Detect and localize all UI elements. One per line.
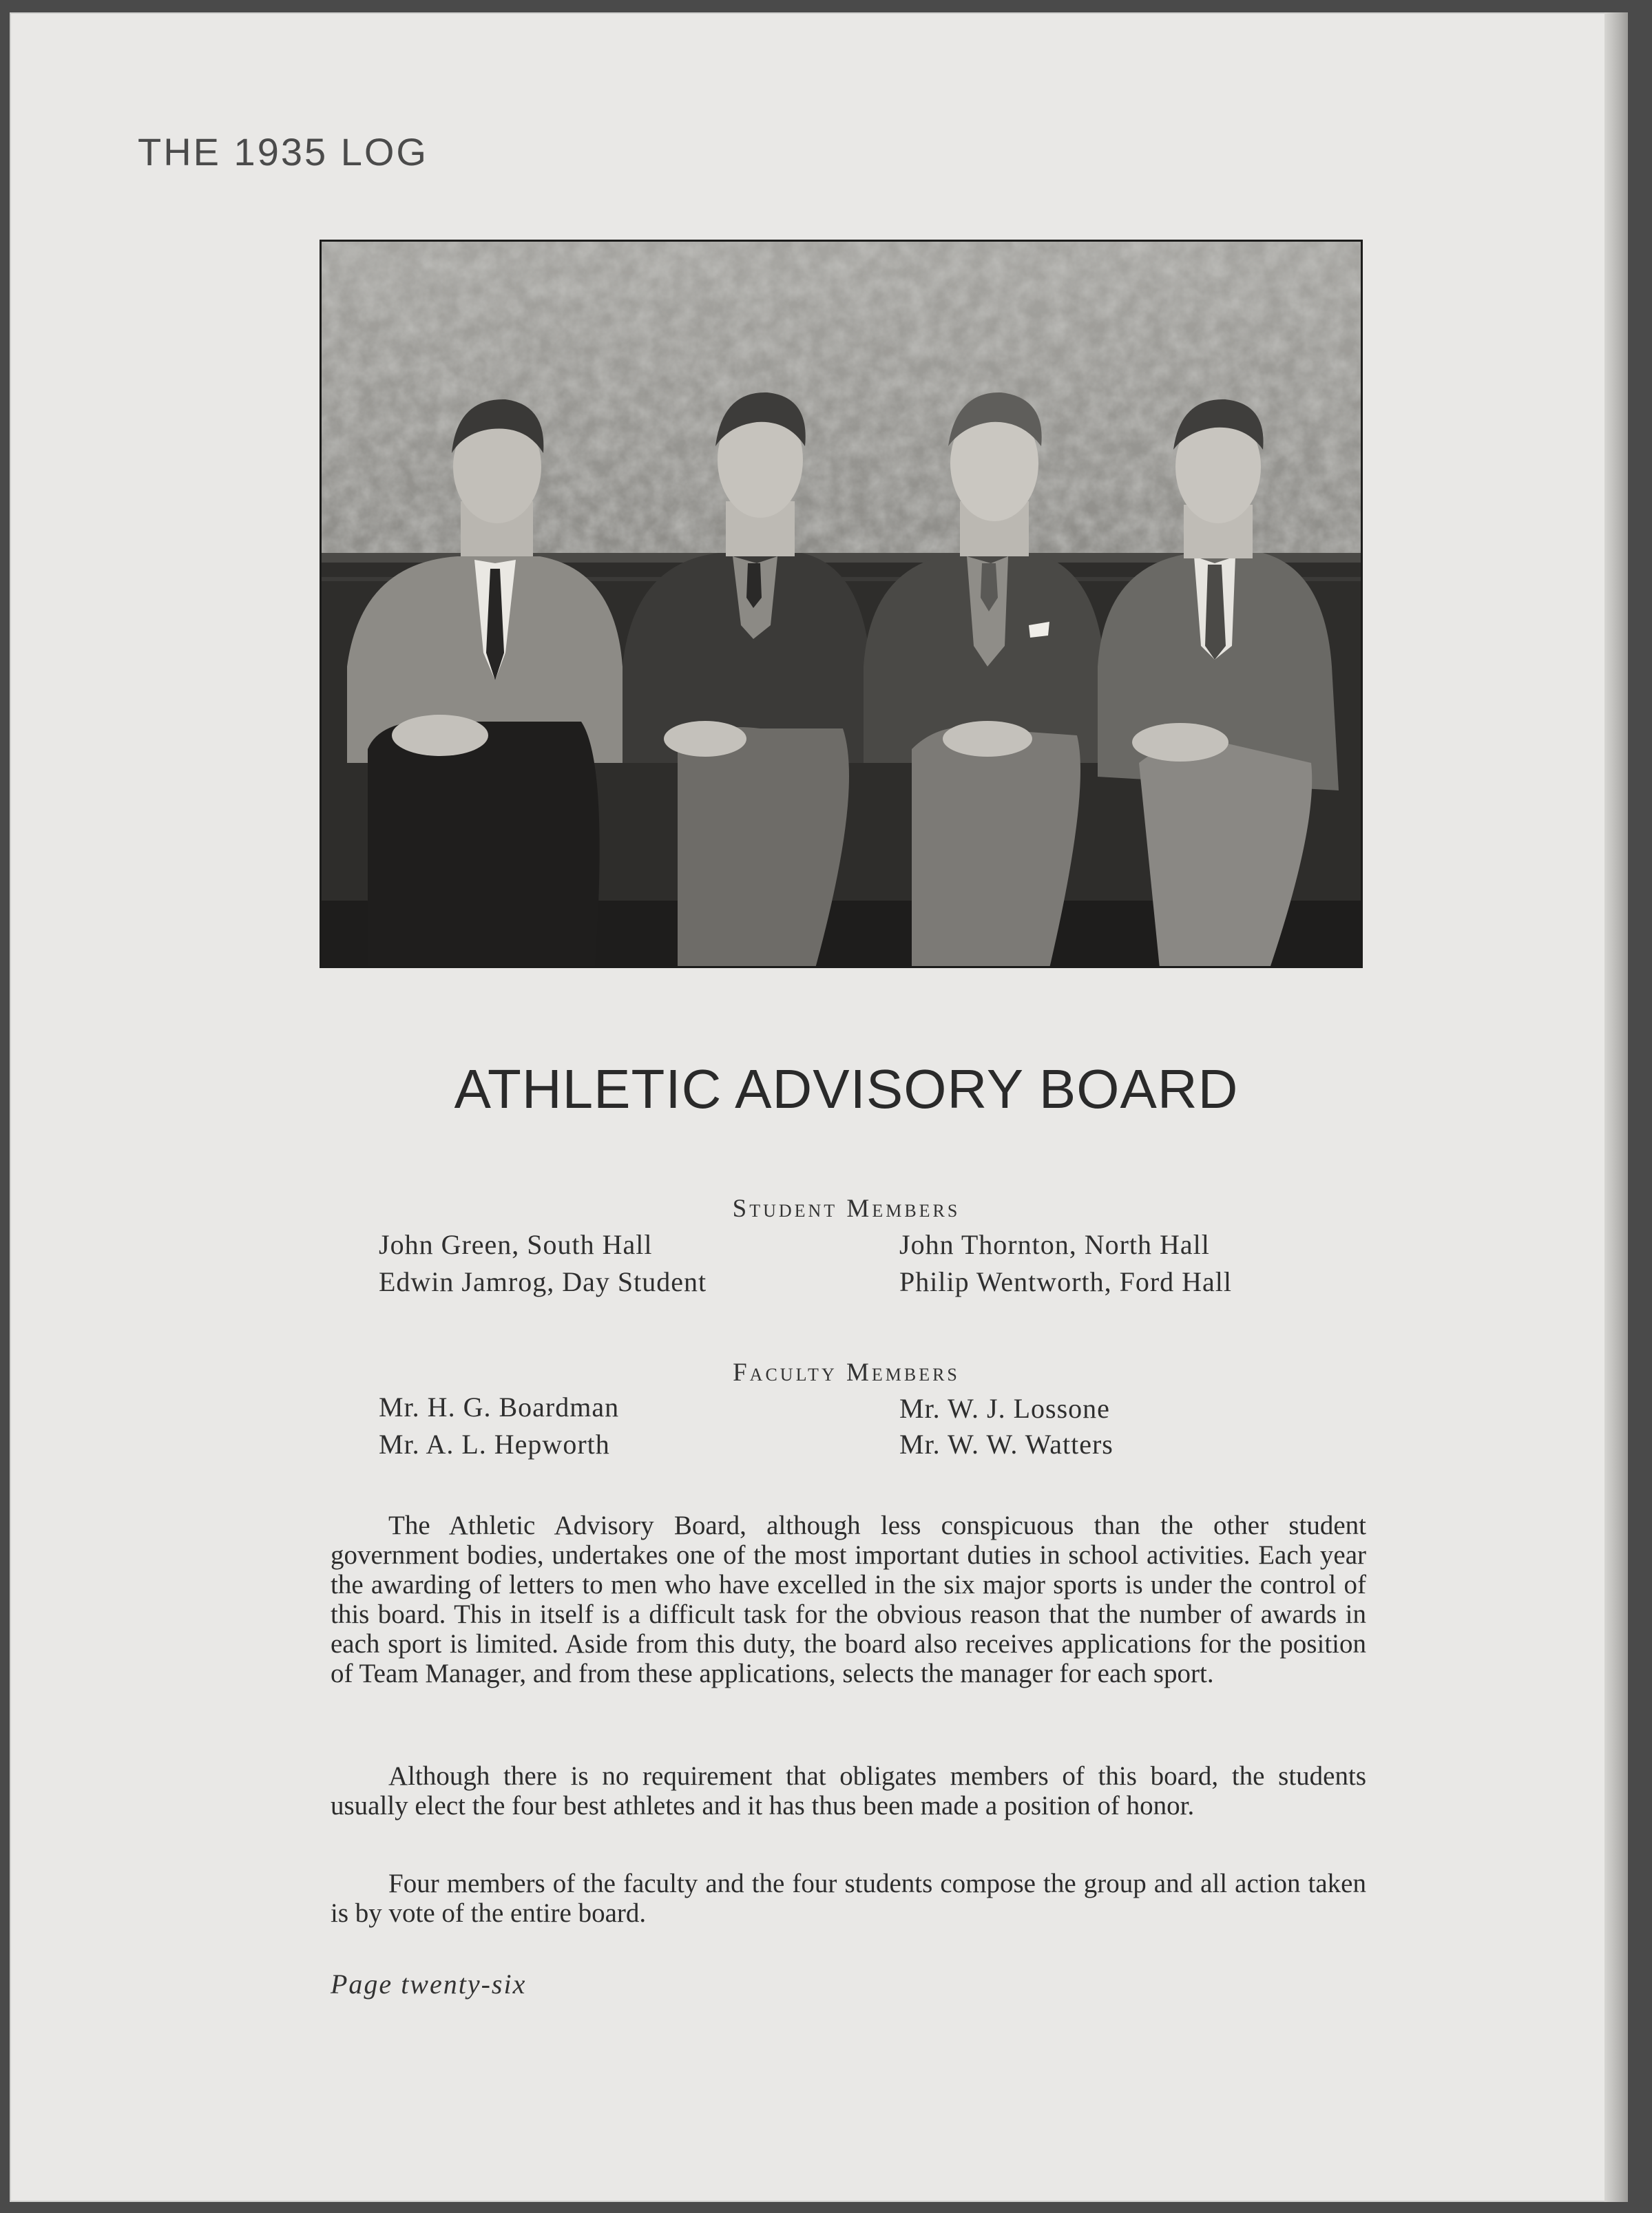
faculty-member: Mr. W. W. Watters bbox=[899, 1429, 1113, 1460]
body-paragraph: Four members of the faculty and the four students compose the group and all action taken is by vote of the entire board. bbox=[331, 1869, 1366, 1928]
student-member: John Green, South Hall bbox=[379, 1229, 653, 1260]
page-title: ATHLETIC ADVISORY BOARD bbox=[454, 1058, 1239, 1120]
faculty-members-heading: Faculty Members bbox=[733, 1359, 960, 1387]
student-member: John Thornton, North Hall bbox=[899, 1229, 1210, 1260]
group-photo bbox=[320, 240, 1363, 968]
body-paragraph: Although there is no requirement that obligates members of this board, the students usually elect the four best athletes and it has thus been made a position of honor. bbox=[331, 1761, 1366, 1821]
student-members-heading: Student Members bbox=[732, 1195, 961, 1223]
faculty-member: Mr. A. L. Hepworth bbox=[379, 1429, 610, 1460]
group-photo-image bbox=[320, 240, 1363, 968]
page-number: Page twenty-six bbox=[331, 1969, 527, 2000]
faculty-member: Mr. W. J. Lossone bbox=[899, 1393, 1110, 1424]
yearbook-page bbox=[10, 12, 1628, 2202]
faculty-member: Mr. H. G. Boardman bbox=[379, 1392, 620, 1423]
student-member: Philip Wentworth, Ford Hall bbox=[899, 1266, 1233, 1297]
body-paragraph: The Athletic Advisory Board, although less conspicuous than the other student government bodies, undertakes one of the most important duties in school activities. Each year the awarding of letters to men who have excelled in the six major sports is under the control of this board. This in itself is a difficult task for the obvious reason that the number of awards in each sport is limited. Aside from this duty, the board also receives applications for the position of Team Manager, and from these applications, selects the manager for each sport. bbox=[331, 1511, 1366, 1688]
running-head: THE 1935 LOG bbox=[138, 130, 428, 174]
student-member: Edwin Jamrog, Day Student bbox=[379, 1266, 707, 1297]
